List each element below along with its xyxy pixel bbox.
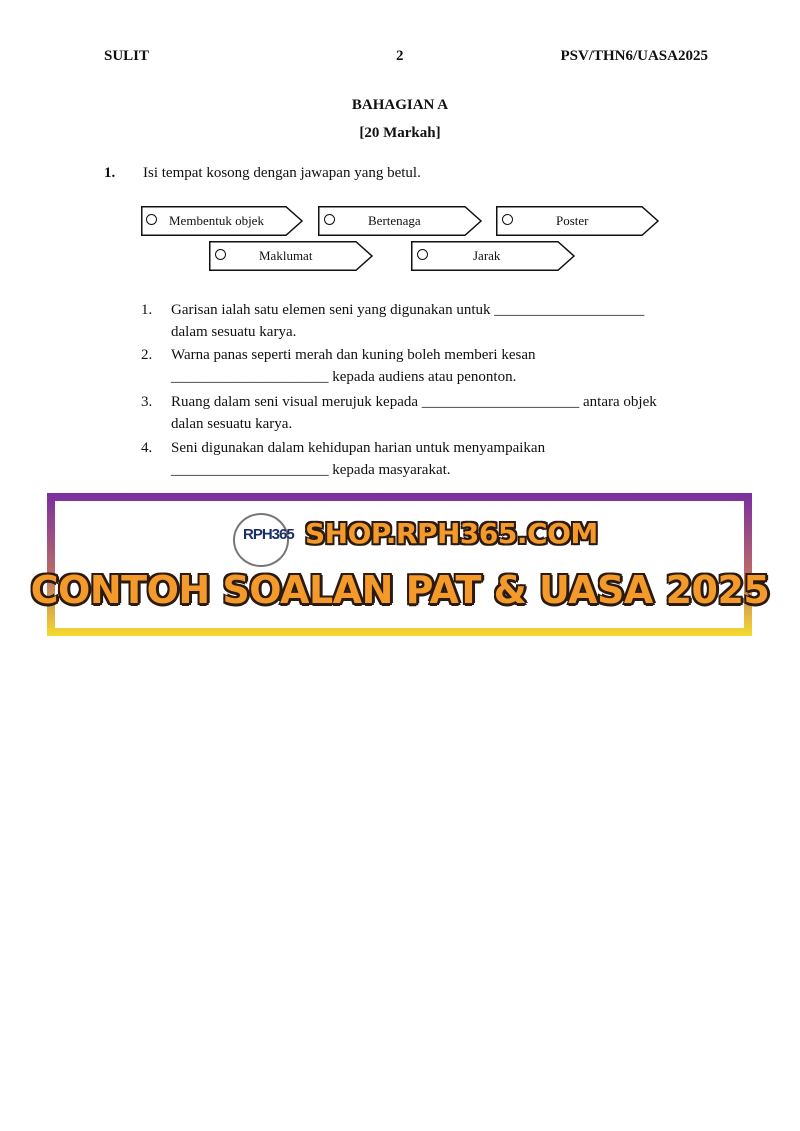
radio-circle-icon	[417, 249, 428, 260]
option-chip	[411, 241, 575, 271]
item-text-line2: _____________________ kepada audiens atau penonton.	[171, 369, 517, 385]
page-number: 2	[396, 48, 404, 64]
radio-circle-icon	[215, 249, 226, 260]
section-title: BAHAGIAN A	[351, 97, 449, 113]
item-text-line1: Garisan ialah satu elemen seni yang digunakan untuk ____________________	[171, 302, 645, 318]
option-chip	[496, 206, 659, 236]
question-instruction: Isi tempat kosong dengan jawapan yang betul.	[143, 165, 421, 181]
item-text-line2: dalam sesuatu karya.	[171, 324, 297, 340]
item-number: 1.	[141, 302, 153, 318]
option-label: Bertenaga	[368, 213, 421, 228]
option-chip	[318, 206, 482, 236]
item-text-line2: _____________________ kepada masyarakat.	[171, 462, 451, 478]
question-number: 1.	[104, 165, 116, 181]
item-number: 2.	[141, 347, 153, 363]
shop-link[interactable]: SHOP.RPH365.COM	[305, 517, 598, 550]
radio-circle-icon	[146, 214, 157, 225]
option-label: Poster	[556, 213, 589, 228]
promo-title: CONTOH SOALAN PAT & UASA 2025	[30, 568, 770, 612]
option-chip	[209, 241, 373, 271]
option-label: Membentuk objek	[169, 213, 264, 228]
item-text-line1: Warna panas seperti merah dan kuning boleh memberi kesan	[171, 347, 536, 363]
paper-code: PSV/THN6/UASA2025	[560, 48, 708, 64]
item-text-line2: dalan sesuatu karya.	[171, 416, 293, 432]
radio-circle-icon	[324, 214, 335, 225]
radio-circle-icon	[502, 214, 513, 225]
logo-text: RPH365	[243, 526, 294, 543]
item-text-line1: Seni digunakan dalam kehidupan harian untuk menyampaikan	[171, 440, 546, 456]
item-number: 4.	[141, 440, 153, 456]
option-label: Maklumat	[259, 248, 313, 263]
section-marks: [20 Markah]	[359, 125, 441, 141]
item-number: 3.	[141, 394, 153, 410]
option-label: Jarak	[473, 248, 501, 263]
option-chip	[141, 206, 303, 236]
item-text-line1: Ruang dalam seni visual merujuk kepada _____________________ antara objek	[171, 394, 657, 410]
header-left: SULIT	[104, 48, 150, 64]
